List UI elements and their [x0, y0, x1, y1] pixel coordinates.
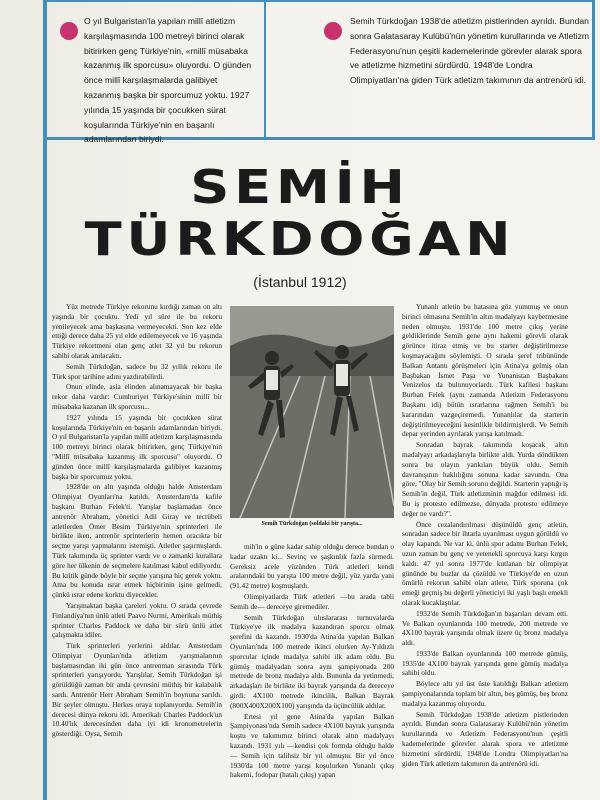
intro-divider	[264, 0, 266, 140]
article-column-1	[52, 302, 222, 740]
paragraph: Semih Türkdoğan, sadece bu 32 yıllık rekoru ile Türk spor tarihine adını yazdırabilirdi.	[52, 361, 222, 381]
intro-left-text: O yıl Bulgaristan'la yapılan millî atletizm karşılaşmasında 100 metreyi birinci olarak bitirirken genç Türkiye'nin, «millî müsabaka kazanmış ilk sporcusu» oluyordu. O günden önce millî karşılaşmalarda galibiyet kazanmış başka bir sporcumuz yoktu. 1927 yılında 15 yaşında bir çocukken sürat koşularında Türkiye'nin en başarılı adamlarından biriydi.	[84, 16, 252, 145]
paragraph: Semih Türkdoğan 1938'de atletizm pistlerinden ayrıldı. Bundan sonra Galatasaray Kulübü'nün yönetim kurullarında ve Atletizm Federasyonu'nun çeşitli kademelerinde görevler alarak spora ve atletizme hizmetini sürdürdü. 1948'de Londra Olimpiyatları'na giden Türk atletizm takımının da antrenörü idi.	[402, 709, 568, 768]
paragraph: Olimpiyatlarda Türk atletleri —bu arada tabii Semih de— dereceye giremediler.	[230, 591, 394, 611]
paragraph: 1928'de on altı yaşında olduğu halde Amsterdam Olimpiyat Oyunları'na katıldı. Amsterdam'da kafile başkanı Burhan Felek'ti. Yarışlar başlamadan önce antrenör Abraham, yönetici Adil Giray ve tecrübeli atletlerden Ömer Besim Türkiye'nin sprinterleri ile birlikte iken, antrenör sprinterlerin hemen oracıkta bir seçme yarışı yapmalarını istemişti. Atletler şaşırmışlardı. Türk takımında üç sprinter vardı ve o zamanki kurallara göre her ülkenin de seçmelere katılması kabul ediliyordu. Bu kritik günde böyle bir seçme yarışına hiç gerek yoktu. Ama bu konuda ısrar etmek hiçbirinin işine gelmedi, çünkü ısrar edene korktu diyecekler.	[52, 482, 222, 600]
paragraph: Yunanlı atletin bu hatasına göz yummuş ve onun birinci olmasına Semih'in altın madalyayı kaybetmesine neden olmuştu. 1931'de 100 metre çıkış yerine geldiklerinde Semih gene aynı hakemi görevli olarak görünce itiraz etmiş ve bu starter değiştirilmezse koşmayacağını söylemişti. O sırada şeref tribününde Balkan Antantı görüşmeleri için Atina'ya gelmiş olan Başbakan İsmet Paşa ve Yunanistan Başbakanı Venizelos da bulunuyorlardı. Türk kafilesi başkanı Burhan Felek (aynı zamanda Atletizm Federasyonu Başkanı idi) bütün ısrarlarına rağmen Semih'i bu kararından vazgeçiremedi. Yunanlılar da starterin değiştirilmeyeceğini kesinlikle bildirmişlerdi. Ve Semih depar yerinden ayrılarak yarışa katılmadı.	[402, 302, 568, 439]
paragraph: Böylece altı yıl üst üste katıldığı Balkan atletizm şampiyonalarında toplam bir altın, beş gümüş, beş bronz madalya kazanmış oluyordu.	[402, 679, 568, 708]
paragraph: Ertesi yıl gene Atina'da yapılan Balkan Şampiyonası'nda Semih sadece 4X100 bayrak yarışında koştu ve takımımız birinci olarak altın madalyayı kazandı. 1931 yılı —kendisi çok formda olduğu halde— Semih için talihsiz bir yıl olmuştu. Bir yıl önce 1930'da 100 metre yarışı koşulurken Yunanlı çıkış hakemi, fodopar (hatalı çıkış) yapan	[230, 711, 394, 780]
race-photo-illustration	[230, 306, 394, 518]
bullet-dot-right	[324, 22, 342, 40]
paragraph: Onun elinde, asla elinden alınamayacak bir başka rekor daha vardır: Cumhuriyet Türkiye'sinin millî bir müsabaka kazanan ilk sporcusu...	[52, 382, 222, 411]
paragraph: 1927 yılında 15 yaşında bir çocukken sürat koşularında Türkiye'nin en başarılı adamlarından biriydi. O yıl Bulgaristan'la yapılan millî atletizm karşılaşmasında 100 metreyi birinci olarak bitirirken, genç Türkiye'nin "Millî müsabaka kazanmış ilk sporcusu" oluyordu. O günden önce millî karşılaşmalarda galibiyet kazanmış başka bir sporcumuz yoktu.	[52, 412, 222, 481]
bullet-dot-left	[60, 22, 78, 40]
headline-first-name: SEMİH	[190, 160, 410, 214]
paragraph: mih'in o güne kadar sahip olduğu derece bundan o kadar uzaktı ki... Sevinç ve şaşkınlık fazla sürmedi. Gereksiz acele yüzünden Türk atletleri kendi aralarındaki bu yarışta 100 metre değil, yüz yarda yani (91.42 metre) koşmuşlardı.	[230, 542, 394, 591]
paragraph: Yüz metrede Türkiye rekorunu kırdığı zaman on altı yaşında bir çocuktu. Yedi yıl süre ile bu rekoru yenileyecek ama başkasına vermeyecekti. Son kez elde ettiği derece daha 25 yıl elde edilemeyecek ve 16 yaşında Türkiye rekortmeni olan genç atlet 32 yıl bu rekorun sahibi olarak anılacaktı.	[52, 302, 222, 360]
paragraph: 1933'de Balkan oyunlarında 100 metrede gümüş, 1935'de 4X100 bayrak yarışında gene gümüş madalya sahibi oldu.	[402, 648, 568, 678]
race-photo	[230, 306, 394, 518]
article-column-3	[402, 302, 568, 769]
paragraph: Sonradan bayrak takımında koşacak altın madalyayı arkadaşlarıyla birlikte aldı. Yurda döndükten sonra bu olayın yankıları büyük oldu. Semih davranışının haklılığını sonuna kadar savundu. Ona göre, "Olay bir Semih sorunu değildi. Starterin yaptığı iş Semih'in değil, Türk atletizminin mağdur edilmesi idi. Bu iş protesto edilmezse, dünyada protesto edilmeye değer ne vardı?".	[402, 440, 568, 518]
intro-right-text: Semih Türkdoğan 1938'de atletizm pistlerinden ayrıldı. Bundan sonra Galatasaray Kulübü'nün yönetim kurullarında ve Atletizm Federasyonu'nun çeşitli kademelerinde görevler alarak spora ve atletizme hizmetini sürdürdü. 1948'de Londra Olimpiyatları'na giden Türk atletizm takımının da antrenörü idi.	[350, 16, 590, 86]
paragraph: 1932'de Semih Türkdoğan'ın başarıları devam etti. Ve Balkan oyunlarında 100 metrede, 200 metrede ve 4X100 bayrak yarışında olmak üzere üç bronz madalya aldı.	[402, 608, 568, 648]
birth-place-year: (İstanbul 1912)	[253, 274, 347, 290]
article-column-2	[230, 542, 394, 781]
paragraph: Türk sprinterleri yerlerini aldılar. Amsterdam Olimpiyat Oyunları'nda atletizm yarışmalarının başlamasından iki gün önce antrenman sırasında Türk sprinterleri yarışıyordu. Yarışlılar, Semih Türkdoğan işi görüldüğü zaman bir anda çevresini müthiş bir kalabalık sardı. Antrenör Herr Abraham Semih'in boynuna sarıldı. Bir şeyler olmuştu. Herkes oraya toplanıyordu. Semih'in derecesi dünya rekoru idi. Amerikalı Charles Paddock'un 10.40'lık derecesinden daha iyi idi kronometrelerin gösterdiği. Oysa, Semih	[52, 641, 222, 739]
headline-surname: TÜRKDOĞAN	[84, 212, 516, 266]
paragraph: Semih Türkdoğan uluslararası turnuvalarda Türkiye'ye ilk madalya kazandıran sporcu olmak şerefini da kazandı. 1930'da Atina'da yapılan Balkan Oyunları'nda 100 metrede ikinci olurken Ay-Yıldızlı sporcular içinde madalya sahibi ilk adam oldu. Bu gümüş madalyadan sonra aynı şampiyonada 200 metrede de bronz madalya aldı. Bununla da yetinmedi, arkadaşları ile birlikte iki bayrak yarışında da dereceye girdi: 4X100 metrede ikincilik, Balkan Bayrak (800X400X200X100) yarışında da üçüncülük aldılar.	[230, 612, 394, 710]
photo-caption: Semih Türkdoğan (soldaki bir yarışta...	[261, 521, 363, 527]
paragraph: Önce cezalandırılması düşünüldü genç atletin, sonradan sadece bir ihtarla uyarılması uygun görüldü ve olay kapandı. Ne var ki, ünlü spor adamı Burhan Felek, uzun zaman bu genç ve yetenekli sporcuya karşı kırgın kaldı. 47 yıl sonra 1977'de kutlanan bir olimpiyat gününde bu buzlar da çözüldü ve Türkiye'de en uzun ömürlü rekorun sahibi olan atlete, Türk sporuna çok emeği geçmiş bu değerli yöneticiyi iki yaşlı başlı emekli olarak kucaklaştılar.	[402, 519, 568, 607]
paragraph: Yarışmaktan başka çareleri yoktu. O sırada çevrede Finlandiya'nın ünlü atleti Paavo Nurmi, Amerikalı müthiş sprinter Charles Paddock ve daha bir sürü ünlü atlet çalışmakta idiler.	[52, 600, 222, 640]
